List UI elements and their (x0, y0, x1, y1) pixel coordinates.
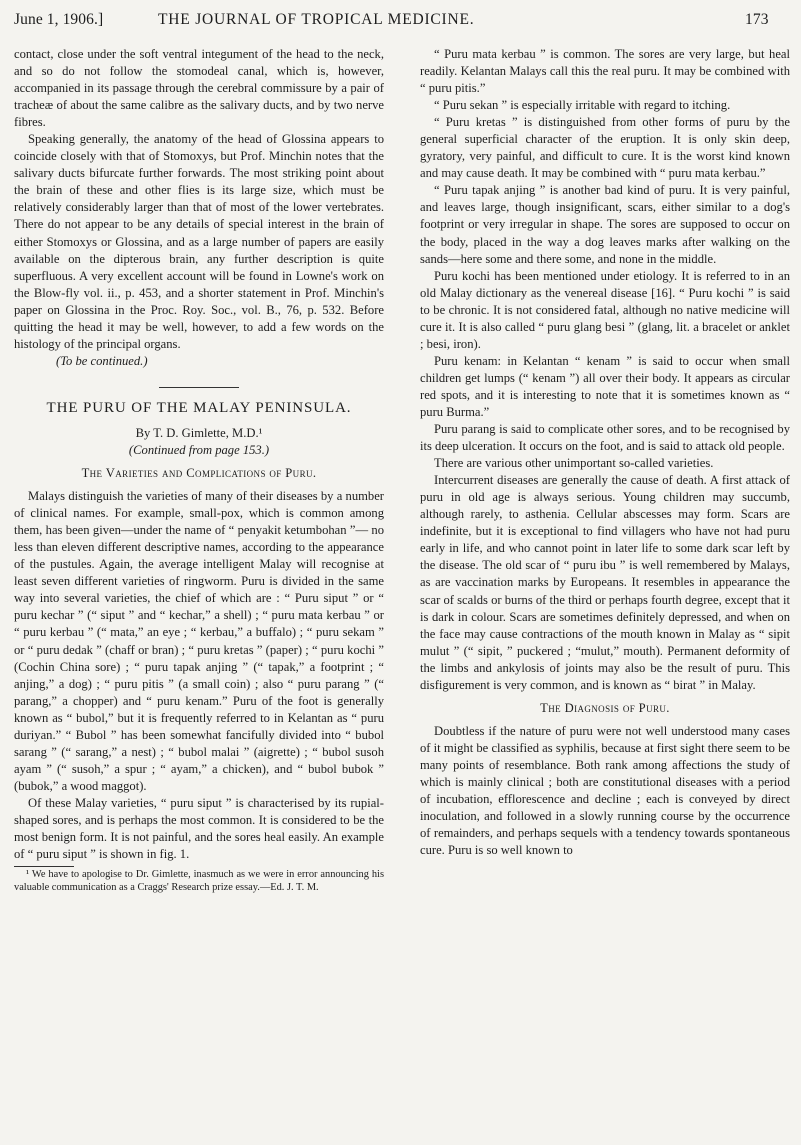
section-heading: The Diagnosis of Puru. (540, 700, 670, 715)
author-byline: By T. D. Gimlette, M.D.¹ (135, 425, 263, 440)
left-column (14, 46, 384, 894)
footnote: ¹ We have to apologise to Dr. Gimlette, inasmuch as we were in error announcing his valuable communication as a Craggs' Research prize essay.—Ed. J. T. M. (14, 869, 384, 893)
paragraph: “ Puru tapak anjing ” is another bad kind of puru. It is very painful, and leaves large, though insignificant, scars, either similar to a dog's footprint or very irregular in shape. The sores are supposed to occur on the body, placed in the way a dog leaves marks after walking on the sands—here some and there some, and none in the middle. (420, 183, 790, 266)
paragraph: There are various other unimportant so-called varieties. (434, 456, 714, 471)
paragraph: Speaking generally, the anatomy of the head of Glossina appears to coincide closely with that of Stomoxys, but Prof. Minchin notes that the salivary ducts bifurcate further forwards. The most striking point about the brain of these and other flies is its large size, which must be relatively considerably larger than that of most of the lower vertebrates. There do not appear to be any details of special interest in the brain of either Stomoxys or Glossina, and as a large number of papers are easily available on the dipterous brain, any further description is quite superfluous. A very excellent account will be found in Lowne's work on the Blow-fly vol. ii., p. 453, and a shorter statement in Prof. Minchin's paper on Glossina in the Proc. Roy. Soc., vol. B., 76, p. 532. Before quitting the head it may be well, however, to add a few words on the histology of the principal organs. (14, 132, 384, 351)
paragraph: Puru kenam: in Kelantan “ kenam ” is said to occur when small children get lumps (“ kenam ”) all over their body. It appears as circular red spots, and it is interesting to note that it is sometimes known as “ puru Burma.” (420, 353, 790, 419)
section-divider (159, 387, 239, 388)
paragraph: Puru kochi has been mentioned under etiology. It is referred to in an old Malay dictionary as the venereal disease [16]. “ Puru kochi ” is said to be chronic. It is not considered fatal, although no native medicine will cure it. It is also called “ puru glang besi ” (glang, lit. a bracelet or anklet ; besi, iron). (420, 268, 790, 351)
paragraph: Malays distinguish the varieties of many of their diseases by a number of clinical names. For example, small-pox, which is common among them, has been given—under the name of “ penyakit ketumbohan ”— no less than eleven different descriptive names, according to the appearance of the pustules. Again, the average intelligent Malay will recognise at least seven different varieties of ringworm. Puru is divided in the same way into several varieties, the chief of which are : “ Puru siput ” or “ puru kechar ” (“ siput ” and “ kechar,” a shell) ; “ puru mata kerbau ” or “ puru kerbau ” (“ mata,” an eye ; “ kerbau,” a buffalo) ; “ puru sekam ” or “ puru dedak ” (chaff or bran) ; “ puru kretas ” (paper) ; “ puru kochi ” (Cochin China sore) ; “ puru tapak anjing ” (“ tapak,” a footprint ; “ anjing,” a dog) ; “ puru pitis ” (a small coin) ; also “ puru parang ” (“ parang,” a chopper) and “ puru kenam.” Puru of the foot is generally known as “ bubol,” but it is frequently referred to in Kelantan as “ puru duriyan.” “ Bubol ” has been somewhat fancifully divided into “ bubol sarang ” (“ sarang,” a nest) ; “ bubol malai ” (aigrette) ; “ bubol susoh ayam ” (“ susoh,” a spur ; “ ayam,” a chicken), and “ bubol bubok ” (bubok,” a wood maggot). (14, 489, 384, 793)
continued-from-note: (Continued from page 153.) (128, 442, 270, 457)
paragraph: Puru parang is said to complicate other sores, and to be recognised by its deep ulceration. It occurs on the foot, and is said to attack old people. (420, 422, 790, 454)
running-header (0, 0, 801, 34)
paragraph: “ Puru mata kerbau ” is common. The sores are very large, but heal readily. Kelantan Malays call this the real puru. It may be combined with “ puru pitis.” (420, 47, 790, 96)
page-number: 173 (745, 11, 769, 28)
journal-title: THE JOURNAL OF TROPICAL MEDICINE. (158, 11, 475, 28)
paragraph: “ Puru kretas ” is distinguished from other forms of puru by the general superficial character of the eruption. It is only skin deep, gyratory, very painful, and difficult to cure. It is the worst kind known and may cause death. It may be combined with “ puru mata kerbau.” (420, 115, 790, 181)
footnote-divider (14, 866, 74, 867)
issue-date: June 1, 1906.] (14, 11, 104, 28)
article-title: THE PURU OF THE MALAY PENINSULA. (46, 399, 352, 416)
paragraph: “ Puru sekan ” is especially irritable with regard to itching. (434, 98, 731, 113)
section-heading: The Varieties and Complications of Puru. (81, 466, 317, 481)
paragraph: contact, close under the soft ventral integument of the head to the neck, and so do not follow the stomodeal canal, which is, however, accompanied in its passage through the cerebral commissure by a pair of tracheæ of about the same calibre as the salivary ducts, and by two nerve fibres. (14, 47, 384, 130)
to-be-continued-note: (To be continued.) (56, 353, 148, 368)
paragraph: Intercurrent diseases are generally the cause of death. A first attack of puru in old age is always serious. Young children may succumb, although rarely, to asthenia. Cellular abscesses may form. Scars are indefinite, but it is exceptional to find villagers who have not had puru early in life, and who cannot point in later life to some dark scar left by the disease. The old scar of “ puru ibu ” is well remembered by Malays, as are vaccination marks by Europeans. It resembles in appearance the scar of scalds or burns of the third or perhaps fourth degree, except that it is dark in colour. Scars are sometimes definitely depressed, and when on the face may cause contractions of the mouth known in Malay as “ sipit mulut ” (“ sipit, ” puckered ; “mulut,” mouth). Permanent deformity of the limbs and ankylosis of joints may also be the result of puru. This disfigurement is very common, and is known as “ birat ” in Malay. (420, 473, 790, 692)
paragraph: Doubtless if the nature of puru were not well understood many cases of it might be classified as syphilis, because at first sight there seem to be many points of resemblance. Both rank among affections the study of which is mainly clinical ; both are constitutional diseases with a period of incubation, efflorescence and decline ; each is conveyed by direct inoculation, and followed in a slowly running course by the occurrence of remainders, and perhaps sequels with a tendency towards spontaneous cure. Puru is so well known to (420, 723, 790, 858)
right-column (420, 46, 790, 859)
paragraph: Of these Malay varieties, “ puru siput ” is characterised by its rupial-shaped sores, and is perhaps the most common. It is considered to be the most benign form. It is not painful, and the sores heal easily. An example of “ puru siput ” is shown in fig. 1. (14, 795, 384, 862)
